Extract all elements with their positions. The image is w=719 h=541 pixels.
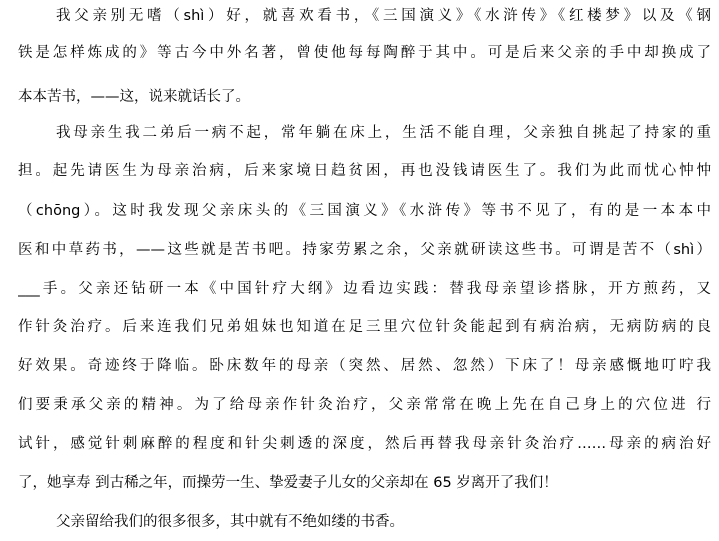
text-line-9: 作针灸治疗。后来连我们兄弟姐妹也知道在足三里穴位针灸能起到有病治病，无病防病的良 (18, 319, 711, 335)
text-line-14: 父亲留给我们的很多很多，其中就有不绝如缕的书香。 (56, 514, 404, 530)
text-line-8: ___手。父亲还钻研一本《中国针疗大纲》边看边实践：替我母亲望诊搭脉，开方煎药，又 (18, 281, 711, 297)
text-line-12: 试针，感觉针刺麻醉的程度和针尖刺透的深度，然后再替我母亲针灸治疗……母亲的病治好 (18, 436, 711, 452)
text-line-10: 好效果。奇迹终于降临。卧床数年的母亲（突然、居然、忽然）下床了！母亲感慨地叮咛我 (18, 358, 711, 374)
text-line-4: 我母亲生我二弟后一病不起，常年躺在床上，生活不能自理，父亲独自挑起了持家的重 (56, 125, 711, 141)
text-line-11: 们要秉承父亲的精神。为了给母亲作针灸治疗，父亲常常在晚上先在自己身上的穴位进 行 (18, 397, 711, 413)
text-line-1: 我父亲别无嗜（shì）好，就喜欢看书，《三国演义》《水浒传》《红楼梦》以及《钢 (56, 8, 711, 24)
text-line-13: 了，她享寿 到古稀之年，而操劳一生、挚爱妻子儿女的父亲却在 65 岁离开了我们！ (18, 475, 558, 491)
text-line-2: 铁是怎样炼成的》等古今中外名著，曾使他每每陶醉于其中。可是后来父亲的手中却换成了 (18, 45, 711, 61)
text-line-5: 担。起先请医生为母亲治病，后来家境日趋贫困，再也没钱请医生了。我们为此而忧心忡忡 (18, 163, 711, 179)
text-line-6: （chōng）。这时我发现父亲床头的《三国演义》《水浒传》等书不见了，有的是一本本中 (18, 203, 711, 219)
text-line-3: 本本苦书，——这，说来就话长了。 (18, 89, 250, 105)
text-line-7: 医和中草药书，——这些就是苦书吧。持家劳累之余，父亲就研读这些书。可谓是苦不（shì） (18, 242, 711, 258)
